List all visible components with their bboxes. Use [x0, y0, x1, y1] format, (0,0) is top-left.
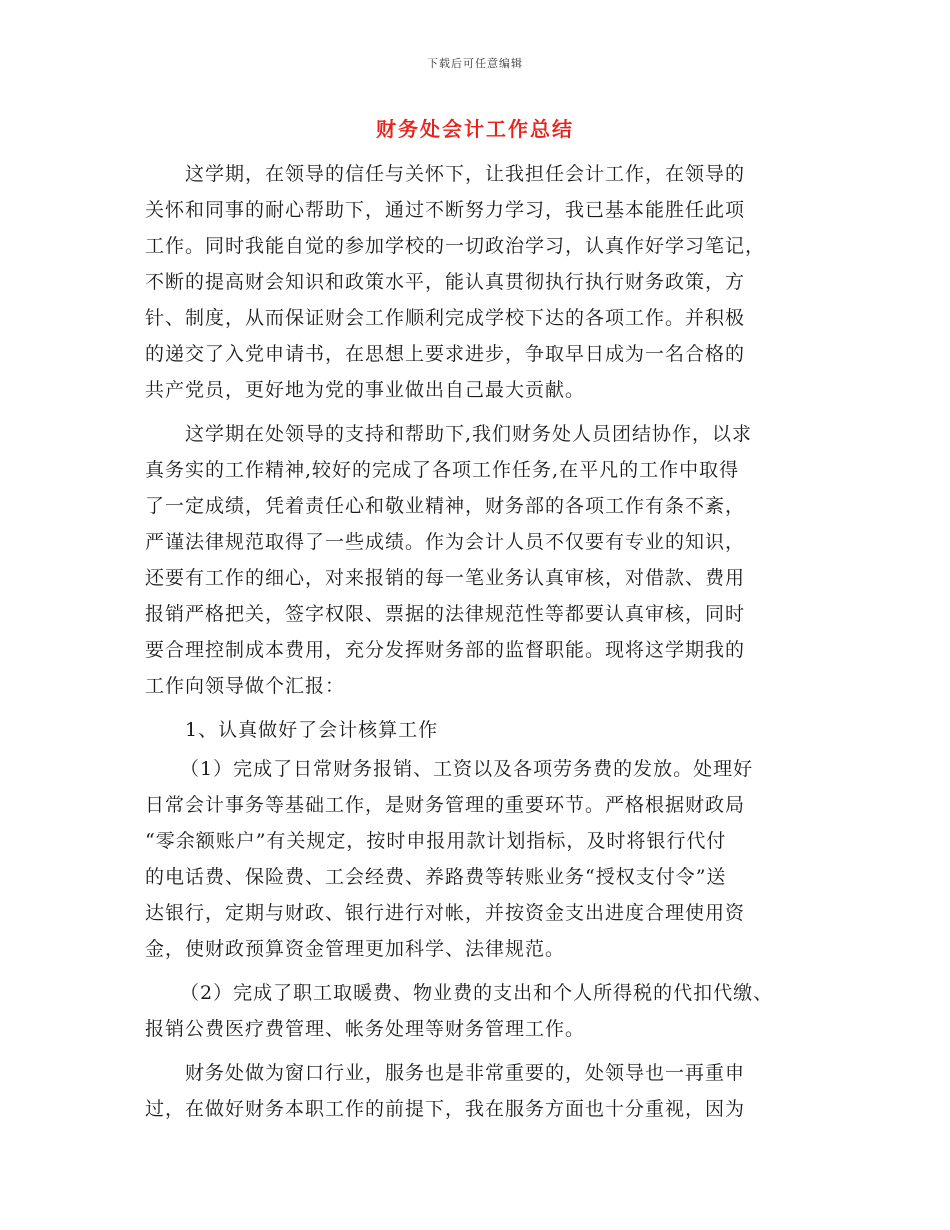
- text-line: “零余额账户”有关规定，按时申报用款计划指标，及时将银行代付: [145, 830, 727, 852]
- text-line: 财务处做为窗口行业，服务也是非常重要的，处领导也一再重申: [185, 1062, 746, 1084]
- text-line: 还要有工作的细心，对来报销的每一笔业务认真审核，对借款、费用: [145, 567, 746, 589]
- text-line: 共产党员，更好地为党的事业做出自己最大贡献。: [145, 379, 586, 401]
- text-line: 这学期在处领导的支持和帮助下,我们财务处人员团结协作，以求: [185, 423, 753, 445]
- text-line: 的递交了入党申请书，在思想上要求进步，争取早日成为一名合格的: [145, 343, 746, 365]
- text-line: 不断的提高财会知识和政策水平，能认真贯彻执行执行财务政策，方: [145, 271, 746, 293]
- page-header-note: 下载后可任意编辑: [427, 57, 523, 70]
- text-line: （2）完成了职工取暖费、物业费的支出和个人所得税的代扣代缴、: [180, 982, 774, 1004]
- text-line: 要合理控制成本费用，充分发挥财务部的监督职能。现将这学期我的: [145, 639, 746, 661]
- text-line: 日常会计事务等基础工作，是财务管理的重要环节。严格根据财政局: [145, 794, 746, 816]
- text-line: 报销公费医疗费管理、帐务处理等财务管理工作。: [145, 1018, 586, 1040]
- text-line: 这学期，在领导的信任与关怀下，让我担任会计工作，在领导的: [185, 163, 746, 185]
- text-line: 工作向领导做个汇报：: [145, 675, 346, 697]
- text-line: 的电话费、保险费、工会经费、养路费等转账业务“授权支付令”送: [145, 866, 727, 888]
- text-line: 严谨法律规范取得了一些成绩。作为会计人员不仅要有专业的知识，: [145, 531, 746, 553]
- text-line: 工作。同时我能自觉的参加学校的一切政治学习，认真作好学习笔记，: [145, 235, 766, 257]
- text-line: 了一定成绩，凭着责任心和敬业精神，财务部的各项工作有条不紊，: [145, 495, 746, 517]
- text-line: 报销严格把关，签字权限、票据的法律规范性等都要认真审核，同时: [145, 603, 746, 625]
- text-line: 达银行，定期与财政、银行进行对帐，并按资金支出进度合理使用资: [145, 902, 746, 924]
- text-line: 金，使财政预算资金管理更加科学、法律规范。: [145, 938, 566, 960]
- text-line: 真务实的工作精神,较好的完成了各项工作任务,在平凡的工作中取得: [145, 459, 740, 481]
- text-line: （1）完成了日常财务报销、工资以及各项劳务费的发放。处理好: [180, 758, 754, 780]
- text-line: 1、认真做好了会计核算工作: [185, 719, 439, 741]
- text-line: 过，在做好财务本职工作的前提下，我在服务方面也十分重视，因为: [145, 1098, 746, 1120]
- document-title: 财务处会计工作总结: [376, 117, 574, 141]
- text-line: 针、制度，从而保证财会工作顺利完成学校下达的各项工作。并积极: [145, 307, 746, 329]
- text-line: 关怀和同事的耐心帮助下，通过不断努力学习，我已基本能胜任此项: [145, 199, 746, 221]
